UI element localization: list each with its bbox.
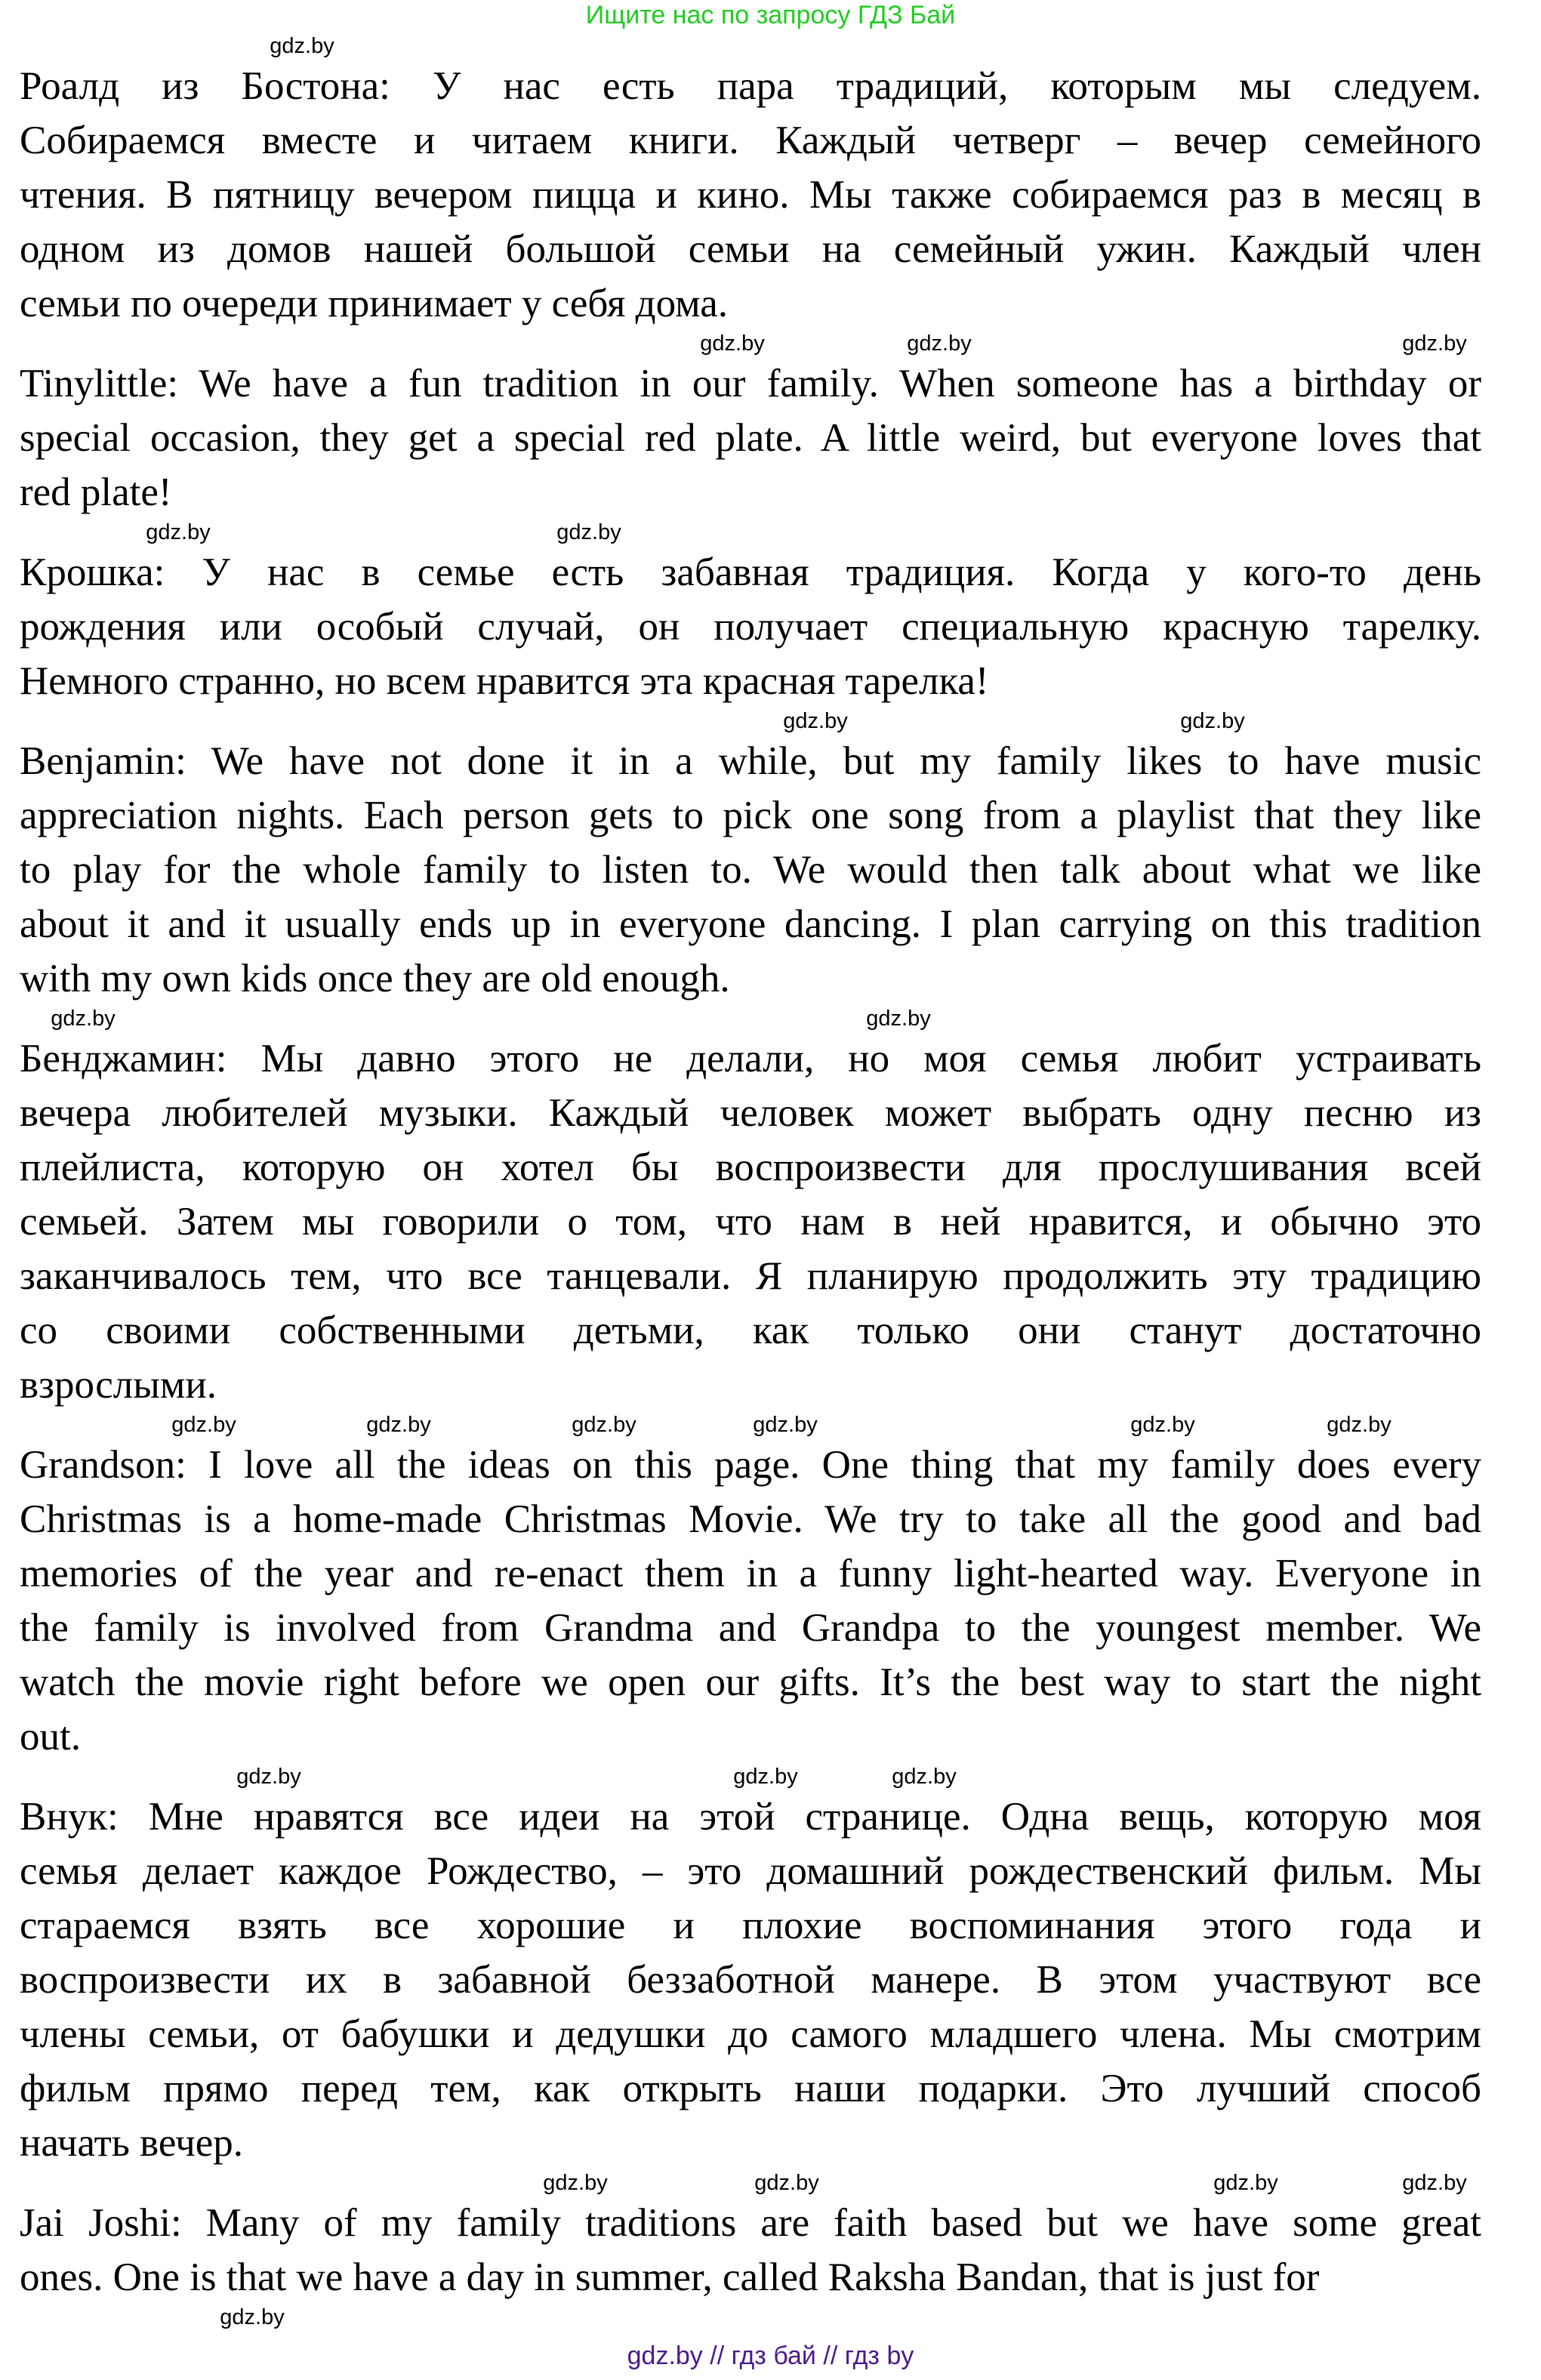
text-line: out. xyxy=(20,1715,81,1759)
watermark-row xyxy=(20,708,1481,734)
watermark-text: gdz.by xyxy=(1213,2171,1278,2195)
text-line: Бенджамин: Мы давно этого не делали, но моя семья любит устраивать xyxy=(20,1037,1481,1081)
text-line: the family is involved from Grandma and Grandpa to the youngest member. We xyxy=(20,1606,1481,1650)
watermark-text: gdz.by xyxy=(753,1413,818,1437)
watermark-text: gdz.by xyxy=(1402,2171,1467,2195)
watermark-text: gdz.by xyxy=(754,2171,819,2195)
watermark-text: gdz.by xyxy=(146,520,211,544)
watermark-text: gdz.by xyxy=(783,709,848,733)
watermark-row xyxy=(20,331,1481,356)
text-line: Внук: Мне нравятся все идеи на этой странице. Одна вещь, которую моя xyxy=(20,1795,1481,1839)
comment-paragraph xyxy=(20,59,1481,331)
watermark-text: gdz.by xyxy=(572,1413,636,1437)
watermark-row xyxy=(20,1006,1481,1031)
text-line: Собираемся вместе и читаем книги. Каждый четверг – вечер семейного xyxy=(20,119,1481,162)
text-line: семья делает каждое Рождество, – это домашний рождественский фильм. Мы xyxy=(20,1849,1481,1893)
text-line: Крошка: У нас в семье есть забавная традиция. Когда у кого-то день xyxy=(20,550,1481,594)
text-line: воспроизвести их в забавной беззаботной манере. В этом участвуют все xyxy=(20,1958,1481,2002)
comment-paragraph xyxy=(20,734,1481,1006)
watermark-text: gdz.by xyxy=(1327,1413,1392,1437)
comment-paragraph xyxy=(20,545,1481,708)
text-line: семьей. Затем мы говорили о том, что нам в ней нравится, и обычно это xyxy=(20,1200,1481,1244)
footer-links[interactable]: gdz.by // гдз бай // гдз by xyxy=(627,2341,914,2370)
text-line: одном из домов нашей большой семьи на семейный ужин. Каждый член xyxy=(20,227,1481,271)
text-line: Роалд из Бостона: У нас есть пара традиций, которым мы следуем. xyxy=(20,64,1481,108)
watermark-text: gdz.by xyxy=(700,331,765,356)
text-line: Jai Joshi: Many of my family traditions are faith based but we have some great xyxy=(20,2201,1481,2245)
watermark-text: gdz.by xyxy=(866,1007,931,1031)
text-line: memories of the year and re-enact them in a funny light-hearted way. Everyone in xyxy=(20,1552,1481,1595)
text-line: члены семьи, от бабушки и дедушки до самого младшего члена. Мы смотрим xyxy=(20,2012,1481,2056)
watermark-text: gdz.by xyxy=(1180,709,1245,733)
text-line: Christmas is a home-made Christmas Movie. We try to take all the good and bad xyxy=(20,1497,1481,1541)
text-line: with my own kids once they are old enough. xyxy=(20,957,730,1000)
watermark-text: gdz.by xyxy=(366,1413,431,1437)
text-line: стараемся взять все хорошие и плохие воспоминания этого года и xyxy=(20,1904,1481,1947)
comment-paragraph xyxy=(20,356,1481,519)
text-line: заканчивалось тем, что все танцевали. Я планирую продолжить эту традицию xyxy=(20,1254,1481,1298)
watermark-text: gdz.by xyxy=(907,331,972,356)
text-line: взрослыми. xyxy=(20,1363,217,1407)
comment-paragraph xyxy=(20,1438,1481,1764)
watermark-text: gdz.by xyxy=(1130,1413,1195,1437)
text-line: семьи по очереди принимает у себя дома. xyxy=(20,282,729,325)
watermark-text: gdz.by xyxy=(892,1765,957,1789)
text-line: ones. One is that we have a day in summer, called Raksha Bandan, that is just for xyxy=(20,2255,1320,2299)
watermark-row xyxy=(20,33,1481,59)
watermark-row xyxy=(20,1412,1481,1438)
text-line: рождения или особый случай, он получает специальную красную тарелку. xyxy=(20,605,1481,649)
text-line: чтения. В пятницу вечером пицца и кино. Мы также собираемся раз в месяц в xyxy=(20,173,1481,217)
watermark-text: gdz.by xyxy=(556,520,621,544)
text-line: about it and it usually ends up in everyone dancing. I plan carrying on this tradition xyxy=(20,902,1481,946)
text-line: red plate! xyxy=(20,470,172,514)
search-promo-banner: Ищите нас по запросу ГДЗ Бай xyxy=(585,1,956,29)
watermark-text: gdz.by xyxy=(270,34,334,58)
text-line: watch the movie right before we open our gifts. It’s the best way to start the night xyxy=(20,1660,1481,1704)
text-line: вечера любителей музыки. Каждый человек может выбрать одну песню из xyxy=(20,1091,1481,1135)
text-line: Tinylittle: We have a fun tradition in our family. When someone has a birthday or xyxy=(20,362,1481,405)
comment-paragraph xyxy=(20,1031,1481,1412)
watermark-text: gdz.by xyxy=(733,1765,798,1789)
watermark-row xyxy=(20,2304,1481,2330)
text-line: со своими собственными детьми, как только они станут достаточно xyxy=(20,1309,1481,1352)
text-line: to play for the whole family to listen to. We would then talk about what we like xyxy=(20,848,1481,892)
text-line: Benjamin: We have not done it in a while, but my family likes to have music xyxy=(20,739,1481,783)
watermark-text: gdz.by xyxy=(543,2171,608,2195)
watermark-text: gdz.by xyxy=(236,1765,301,1789)
text-line: фильм прямо перед тем, как открыть наши подарки. Это лучший способ xyxy=(20,2067,1481,2110)
text-line: Немного странно, но всем нравится эта красная тарелка! xyxy=(20,659,989,703)
watermark-text: gdz.by xyxy=(1402,331,1467,356)
watermark-text: gdz.by xyxy=(220,2305,285,2329)
text-line: appreciation nights. Each person gets to pick one song from a playlist that they like xyxy=(20,794,1481,837)
text-line: начать вечер. xyxy=(20,2121,244,2165)
watermark-row xyxy=(20,519,1481,545)
comment-paragraph xyxy=(20,2196,1481,2304)
watermark-row xyxy=(20,1764,1481,1790)
watermark-row xyxy=(20,2170,1481,2196)
text-line: special occasion, they get a special red plate. A little weird, but everyone loves that xyxy=(20,416,1481,460)
watermark-text: gdz.by xyxy=(51,1007,116,1031)
document-body xyxy=(20,33,1481,2330)
text-line: Grandson: I love all the ideas on this page. One thing that my family does every xyxy=(20,1443,1481,1487)
comment-paragraph xyxy=(20,1790,1481,2170)
text-line: плейлиста, которую он хотел бы воспроизвести для прослушивания всей xyxy=(20,1145,1481,1189)
watermark-text: gdz.by xyxy=(171,1413,236,1437)
